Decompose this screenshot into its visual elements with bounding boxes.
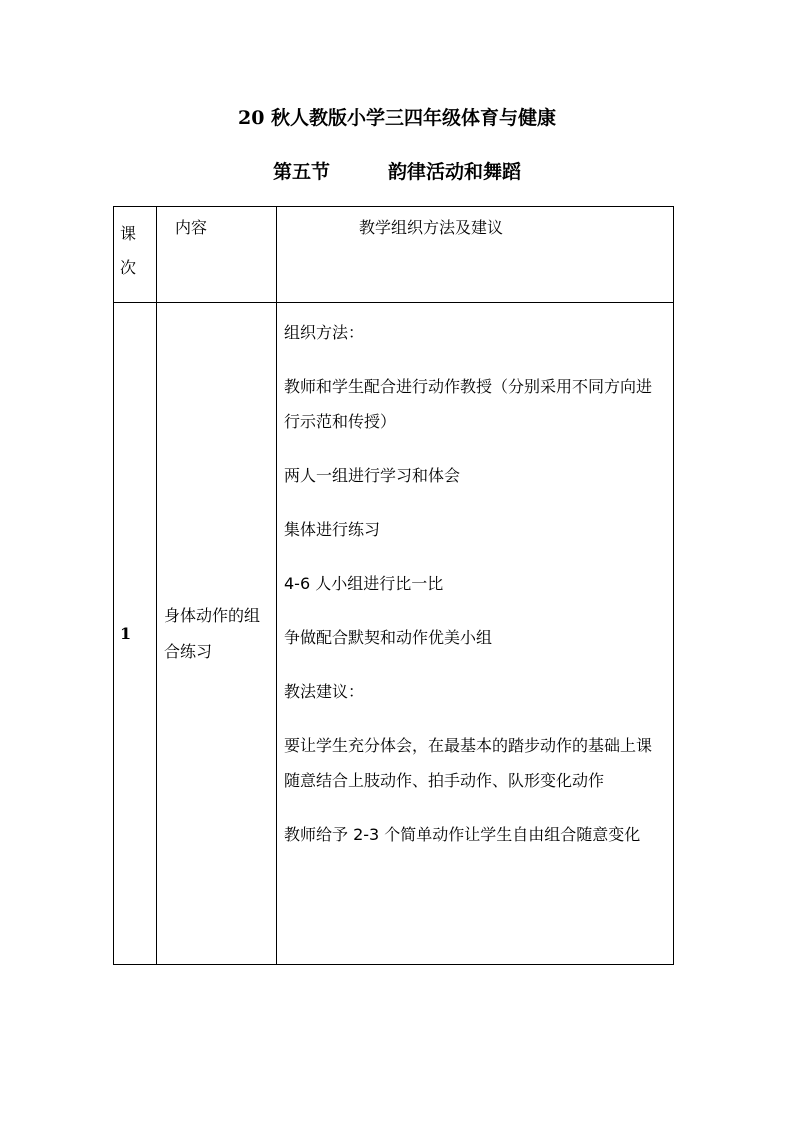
- lesson-number: 1: [114, 303, 157, 965]
- lesson-content: 身体动作的组合练习: [157, 303, 277, 965]
- method-line: 教师给予 2-3 个简单动作让学生自由组合随意变化: [284, 825, 641, 844]
- method-line: 要让学生充分体会，在最基本的踏步动作的基础上课随意结合上肢动作、拍手动作、队形变化动作: [284, 736, 653, 790]
- table-row: [114, 303, 674, 965]
- method-line: 4-6 人小组进行比一比: [284, 574, 444, 593]
- header-lesson-char-2: 次: [120, 258, 137, 277]
- document-title: 20 秋人教版小学三四年级体育与健康: [237, 107, 557, 129]
- header-method: 教学组织方法及建议: [277, 207, 674, 303]
- method-list: [277, 303, 674, 965]
- lesson-plan-table: [113, 206, 674, 965]
- section-heading: [0, 160, 794, 184]
- section-number: 第五节: [272, 161, 330, 183]
- method-line: 组织方法：: [284, 323, 365, 342]
- method-line: 教师和学生配合进行动作教授（分别采用不同方向进行示范和传授）: [284, 377, 653, 431]
- section-name: 韵律活动和舞蹈: [388, 161, 522, 183]
- method-line: 教法建议：: [284, 682, 365, 701]
- method-line: 两人一组进行学习和体会: [284, 466, 461, 485]
- method-line: 争做配合默契和动作优美小组: [284, 628, 493, 647]
- header-lesson-char-1: 课: [120, 224, 137, 243]
- table-header-row: [114, 207, 674, 303]
- header-content: 内容: [157, 207, 277, 303]
- method-line: 集体进行练习: [284, 520, 381, 539]
- header-lesson: [114, 207, 157, 303]
